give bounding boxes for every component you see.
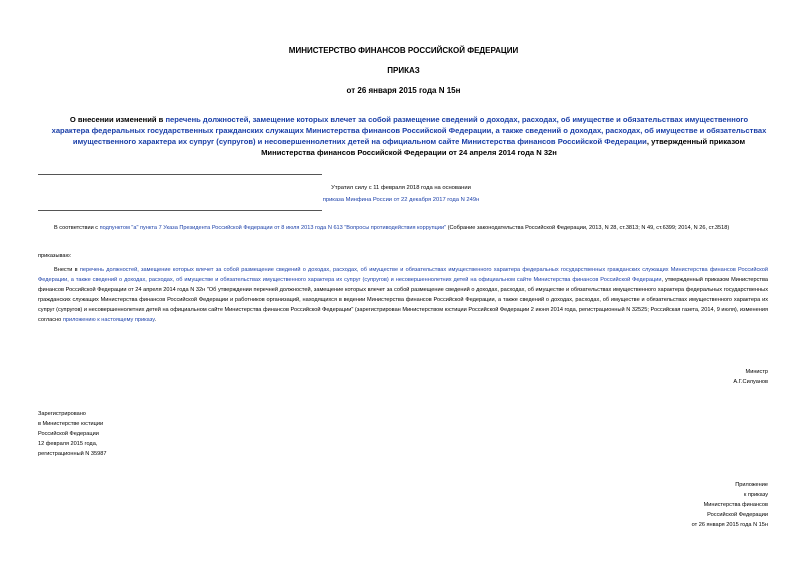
main-list-link[interactable]: перечень должностей, замещение которых влечет за собой размещение сведений о доходах, расходах, об имуществе и обязательствах имущественного характера федеральных государственных гражданских служащих Министерства финансов Российской Федерации, а также сведений о доходах, расходах, об имуществе и обязательствах имущественного характера их супруг (супругов) и несовершеннолетних детей на официальном сайте Министерства финансов Российской Федерации [38,267,768,283]
doc-type-heading: ПРИКАЗ [387,66,420,75]
preamble-paragraph [38,223,768,233]
registration-block [38,409,106,459]
preamble-text-a: В соответствии с [54,225,100,231]
status-notice-text: Утратил силу с 11 февраля 2018 года на основании [331,185,471,191]
signature-name: А.Г.Силуанов [733,379,768,385]
registration-line: Российской Федерации [38,431,99,437]
preamble-text-b: (Собрание законодательства Российской Федерации, 2013, N 28, ст.3813; N 49, ст.6399; 2014, N 26, ст.3518) [446,225,730,231]
appendix-line: Приложение [735,482,768,488]
order-word: приказываю: [38,253,72,259]
registration-line: 12 февраля 2015 года, [38,441,98,447]
registration-line: регистрационный N 35987 [38,451,107,457]
registration-line: в Министерстве юстиции [38,421,104,427]
appendix-line: от 26 января 2015 года N 15н [691,522,768,528]
title-link[interactable]: перечень должностей, замещение которых влечет за собой размещение сведений о доходах, расходах, об имуществе и обязательствах имущественного характера федеральных государственных гражданских служащих Министерства финансов Российской Федерации, а также сведений о доходах, расходах, об имуществе и обязательствах имущественного характера их супруг (супругов) и несовершеннолетних детей на официальном сайте Министерства финансов Российской Федерации [51,115,767,146]
preamble-link[interactable]: подпунктом "а" пункта 7 Указа Президента Российской Федерации от 8 июля 2013 года N 613 "Вопросы противодействия коррупции" [99,225,447,231]
main-text-b: , утвержденный приказом Министерства финансов Российской Федерации от 24 апреля 2014 года N 32н "Об утверждении перечней должностей, замещение которых влечет за собой размещение сведений о доходах, расходах, об имуществе и обязательствах имущественного характера федеральных государственных гражданских служащих Министерства финансов Российской Федерации и работников организаций, находящихся в ведении Министерства финансов Российской Федерации, а также сведений о доходах, расходах, об имуществе и обязательствах имущественного характера их супруг (супругов) и несовершеннолетних детей на официальном сайте Министерства финансов Российской Федерации" (зарегистрирован Министерством юстиции Российской Федерации 2 июня 2014 года, регистрационный N 32525; Российская газета, 2014, 9 июля), изменения согласно [38,277,768,323]
separator-bottom [38,210,322,211]
signature-position: Министр [745,369,768,375]
separator-top [38,174,322,175]
title-prefix: О внесении изменений в [69,115,166,124]
appendix-line: к приказу [743,492,768,498]
document-title [50,114,768,158]
doc-date-number: от 26 января 2015 года N 15н [346,86,461,95]
appendix-line: Министерства финансов [703,502,768,508]
status-notice [240,182,562,206]
ministry-heading: МИНИСТЕРСТВО ФИНАНСОВ РОССИЙСКОЙ ФЕДЕРАЦИИ [288,46,519,55]
signature-block [600,367,768,387]
appendix-line: Российской Федерации [707,512,768,518]
status-notice-link[interactable]: приказа Минфина России от 22 декабря 2017 года N 249н [322,197,480,203]
registration-line: Зарегистрировано [38,411,86,417]
appendix-link[interactable]: приложению к настоящему приказу [62,317,155,323]
main-paragraph [38,265,768,325]
appendix-block [560,480,768,530]
main-text-c: . [154,317,157,323]
main-text-a: Внести в [54,267,80,273]
title-suffix: , утвержденный приказом Министерства финансов Российской Федерации от 24 апреля 2014 года N 32н [261,137,746,157]
